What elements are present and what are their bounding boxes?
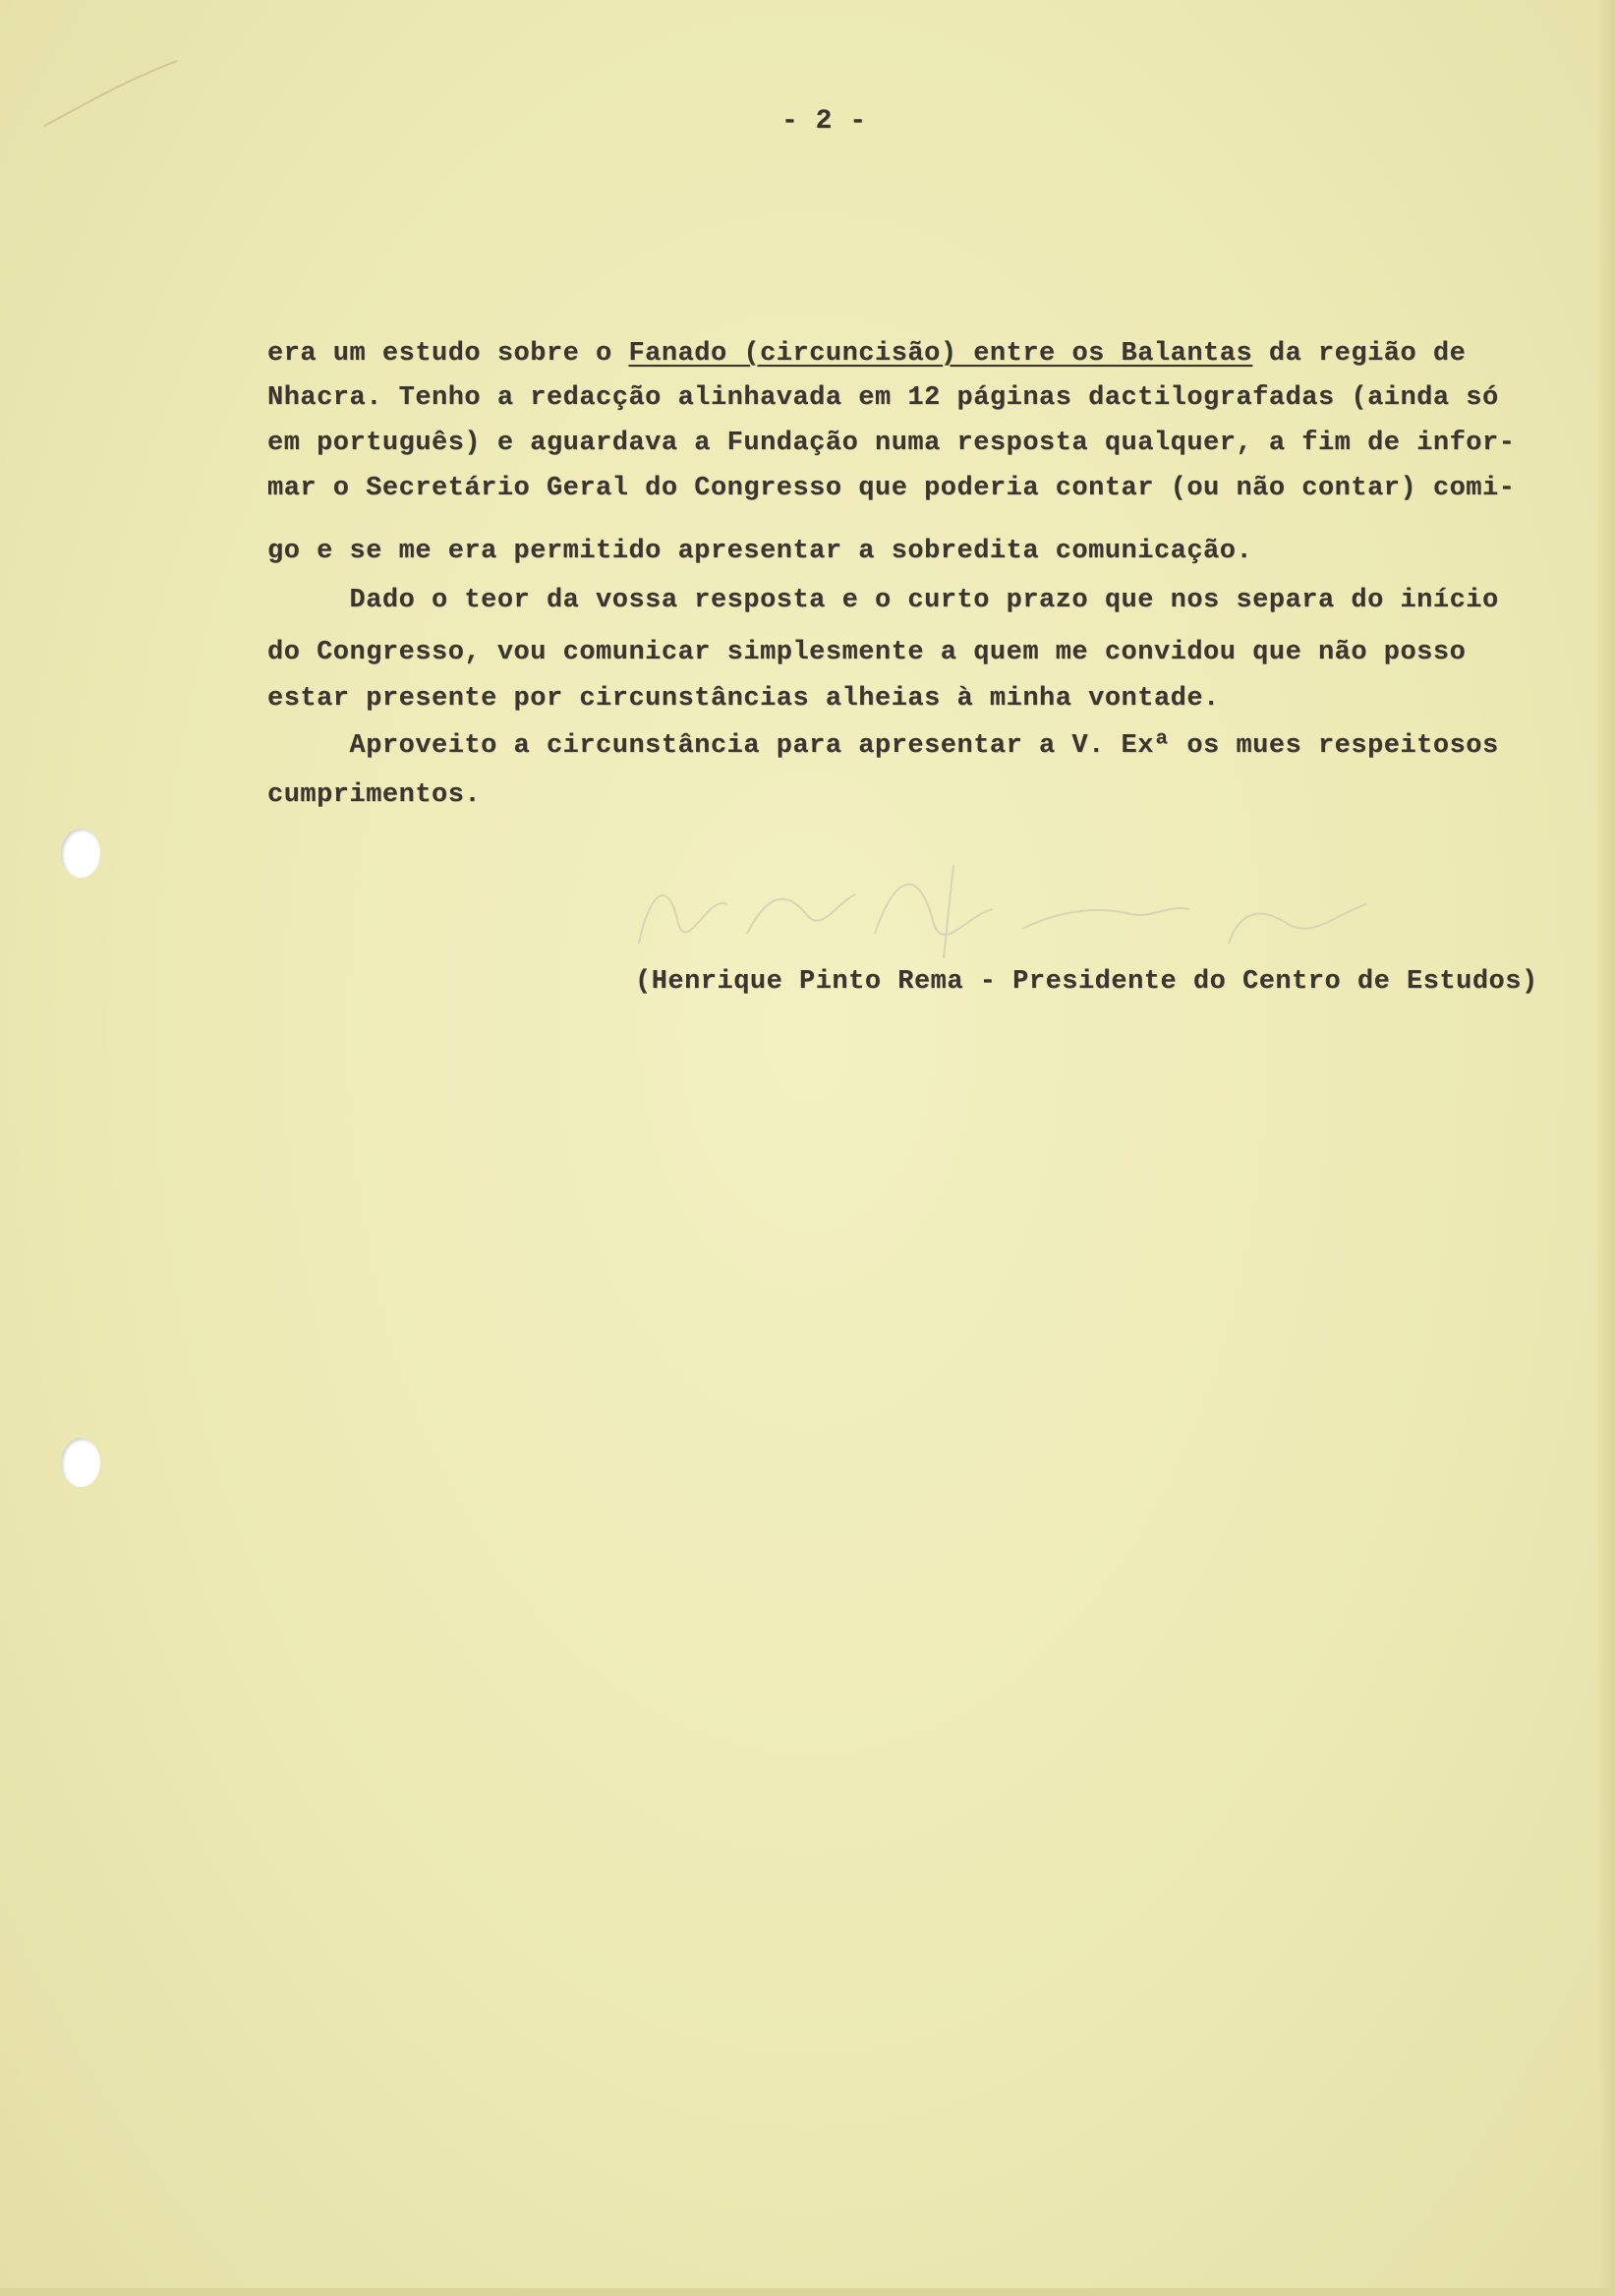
punch-hole-upper [61, 829, 100, 878]
paragraph-3-line-1: Aproveito a circunstância para apresentar a V. Exª os mues respeitosos [267, 731, 1499, 761]
handwritten-signature [580, 835, 1465, 973]
paragraph-2-line-3: estar presente por circunstâncias alheias à minha vontade. [267, 684, 1220, 714]
paragraph-1-line-4: mar o Secretário Geral do Congresso que poderia contar (ou não contar) comi- [267, 474, 1516, 503]
paragraph-1-line-2: Nhacra. Tenho a redacção alinhavada em 12 páginas dactilografadas (ainda só [267, 383, 1499, 413]
page-number: - 2 - [781, 106, 867, 137]
corner-pencil-mark [0, 0, 197, 138]
paper-edge-right [1597, 0, 1615, 2296]
paragraph-1-line-1 [267, 339, 1466, 369]
line-1-end: da região de [1252, 339, 1467, 369]
punch-hole-lower [61, 1438, 100, 1487]
paragraph-2-line-1: Dado o teor da vossa resposta e o curto prazo que nos separa do início [267, 586, 1499, 615]
signature-caption: (Henrique Pinto Rema - Presidente do Centro de Estudos) [635, 967, 1538, 997]
line-1-start: era um estudo sobre o [267, 339, 629, 369]
paragraph-1-line-3: em português) e aguardava a Fundação numa resposta qualquer, a fim de infor- [267, 429, 1516, 458]
paragraph-1-line-5: go e se me era permitido apresentar a sobredita comunicação. [267, 537, 1253, 566]
paragraph-2-line-2: do Congresso, vou comunicar simplesmente a quem me convidou que não posso [267, 638, 1467, 667]
paper-edge-bottom [0, 2288, 1615, 2296]
paragraph-3-line-2: cumprimentos. [267, 780, 482, 810]
underlined-study-title: Fanado (circuncisão) entre os Balantas [628, 339, 1253, 369]
